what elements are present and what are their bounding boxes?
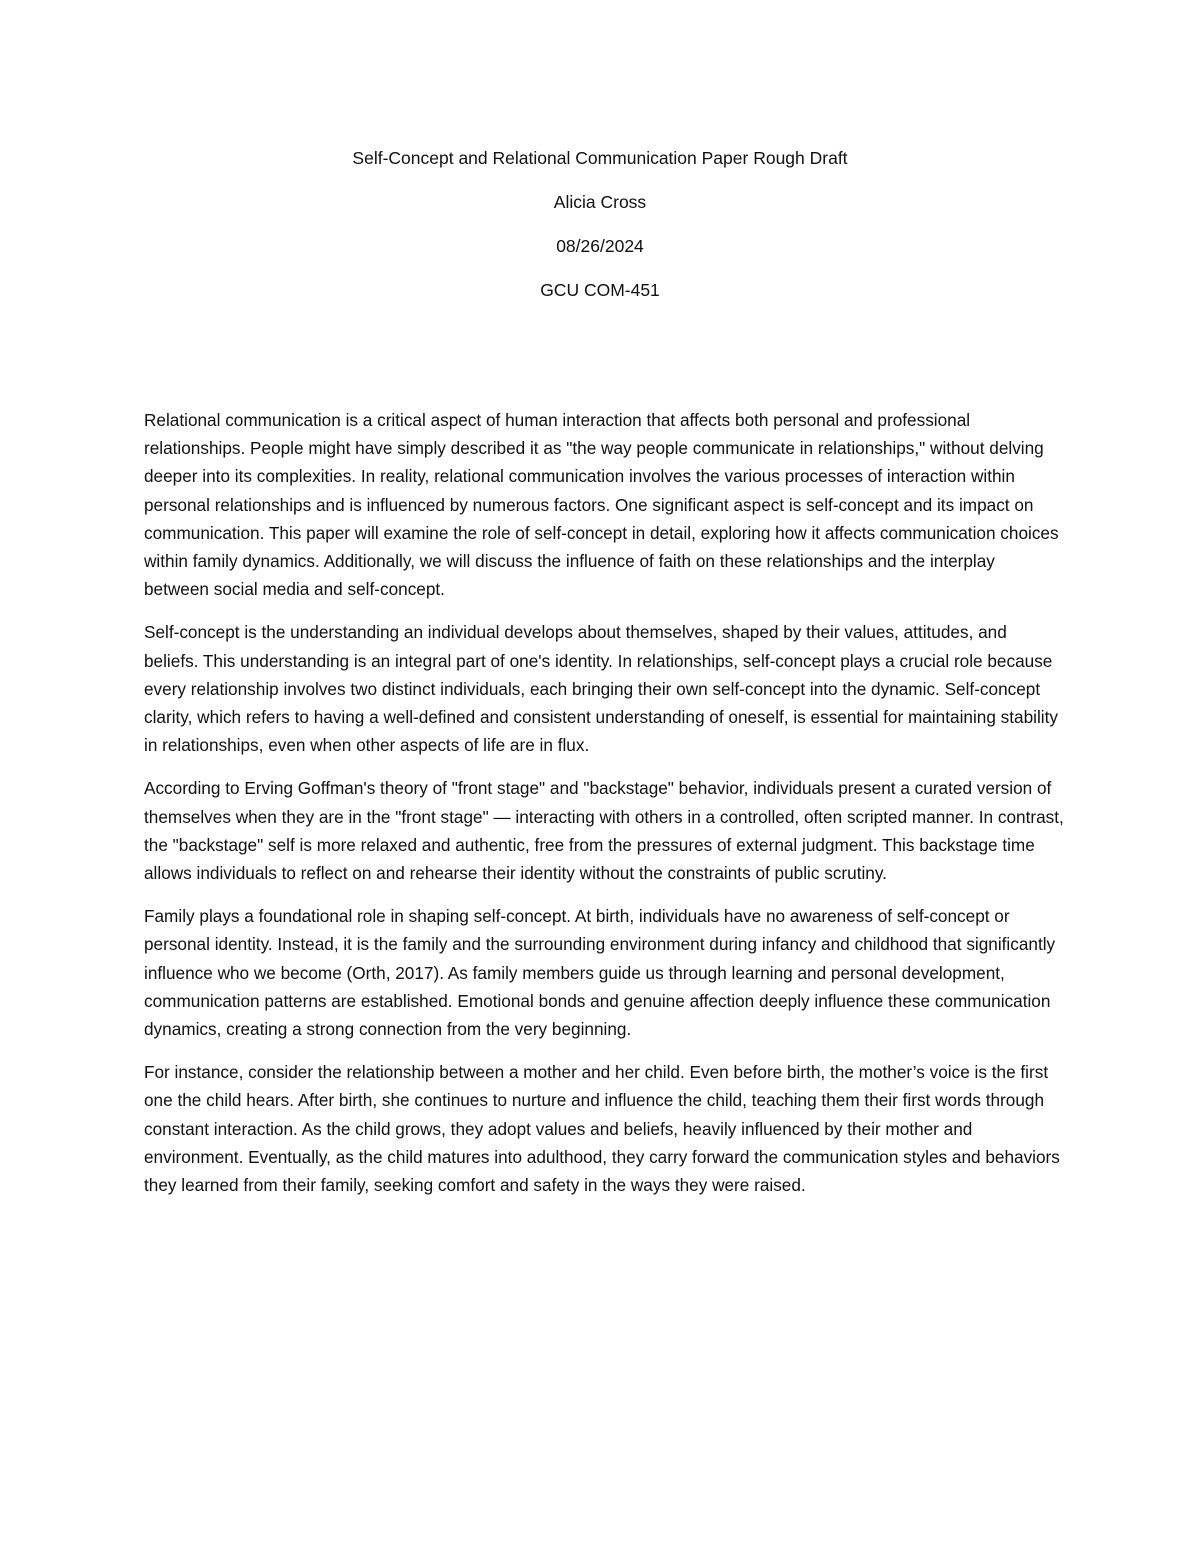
author-name: Alicia Cross [553,192,647,212]
paper-title: Self-Concept and Relational Communication Paper Rough Draft [352,148,848,168]
paragraph-5: For instance, consider the relationship between a mother and her child. Even before birth, the mother’s voice is the first one the child hears. After birth, she continues to nurture and influence the child, teaching them their first words through constant interaction. As the child grows, they adopt values and beliefs, heavily influenced by their mother and environment. Eventually, as the child matures into adulthood, they carry forward the communication styles and behaviors they learned from their family, seeking comfort and safety in the ways they were raised. [144,1062,1060,1196]
document-body [144,406,1064,1214]
paragraph-2: Self-concept is the understanding an individual develops about themselves, shaped by their values, attitudes, and beliefs. This understanding is an integral part of one's identity. In relationships, self-concept plays a crucial role because every relationship involves two distinct individuals, each bringing their own self-concept into the dynamic. Self-concept clarity, which refers to having a well-defined and consistent understanding of oneself, is essential for maintaining stability in relationships, even when other aspects of life are in flux. [144,622,1058,756]
paper-date: 08/26/2024 [556,236,644,256]
paragraph-3: According to Erving Goffman's theory of "front stage" and "backstage" behavior, individuals present a curated version of themselves when they are in the "front stage" — interacting with others in a controlled, often scripted manner. In contrast, the "backstage" self is more relaxed and authentic, free from the pressures of external judgment. This backstage time allows individuals to reflect on and rehearse their identity without the constraints of public scrutiny. [144,778,1064,884]
course-name: GCU COM-451 [540,280,660,300]
paragraph-4: Family plays a foundational role in shaping self-concept. At birth, individuals have no awareness of self-concept or personal identity. Instead, it is the family and the surrounding environment during infancy and childhood that significantly influence who we become (Orth, 2017). As family members guide us through learning and personal development, communication patterns are established. Emotional bonds and genuine affection deeply influence these communication dynamics, creating a strong connection from the very beginning. [144,906,1056,1040]
paragraph-1: Relational communication is a critical aspect of human interaction that affects both personal and professional relationships. People might have simply described it as "the way people communicate in relationships," without delving deeper into its complexities. In reality, relational communication involves the various processes of interaction within personal relationships and is influenced by numerous factors. One significant aspect is self-concept and its impact on communication. This paper will examine the role of self-concept in detail, exploring how it affects communication choices within family dynamics. Additionally, we will discuss the influence of faith on these relationships and the interplay between social media and self-concept. [144,410,1059,600]
title-block [0,144,1200,320]
